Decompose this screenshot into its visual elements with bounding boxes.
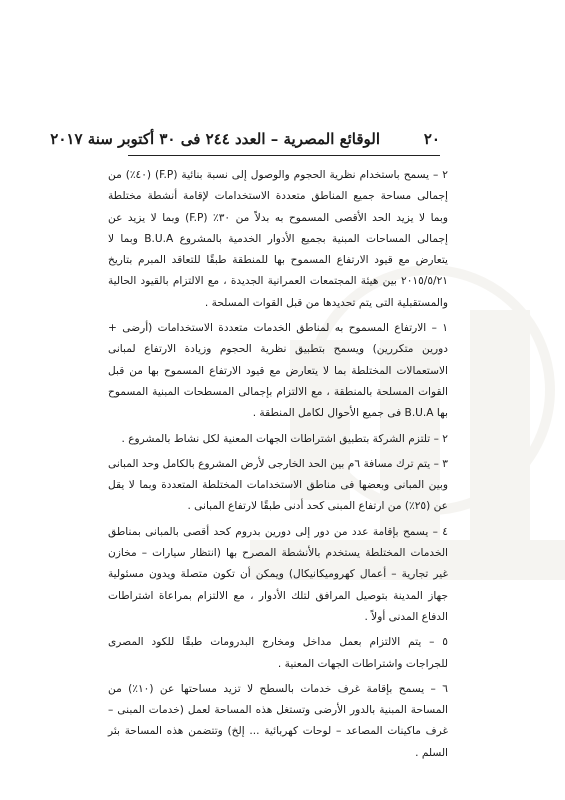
paragraph: ١ – الارتفاع المسموح به لمناطق الخدمات متعددة الاستخدامات (أرضى + دورين متكررين) ويسمح بتطبيق نظرية الحجوم وزيادة الارتفاع لمبانى الاستعمالات المختلطة بما لا يتعارض مع قيود الارتفاع المسموح بها من قبل القوات المسلحة بالمنطقة ، مع الالتزام بإجمالى المسطحات المبنية المسموح بها B.U.A فى جميع الأحوال لكامل المنطقة . xyxy=(108,322,448,420)
page-number: ٢٠ xyxy=(423,130,440,148)
page-header xyxy=(50,130,440,154)
header-divider xyxy=(128,155,440,156)
paragraph: ٦ – يسمح بإقامة غرف خدمات بالسطح لا تزيد مساحتها عن (١٠٪) من المساحة المبنية بالدور الأرضى وتستغل هذه المساحة لعمل (خدمات المبنى – غرف ماكينات المصاعد – لوحات كهربائية ... إلخ) وتتضمن هذه المساحة بئر السلم . xyxy=(108,682,448,759)
paragraph: ٣ – يتم ترك مسافة ٦م بين الحد الخارجى لأرض المشروع بالكامل وحد المبانى وبين المبانى وبعضها فى مناطق الاستخدامات المختلطة المتعددة وبما لا يقل عن (٢٥٪) من ارتفاع المبنى كحد أدنى طبقًا لارتفاع المبانى . xyxy=(108,457,448,513)
paragraph: ٤ – يسمح بإقامة عدد من دور إلى دورين بدروم كحد أقصى بالمبانى بمناطق الخدمات المختلطة يستخدم بالأنشطة المصرح بها (انتظار سيارات – مخازن غير تجارية – أعمال كهروميكانيكال) ويمكن أن تكون متصلة ويدون مسئولية جهاز المدينة بتوصيل المرافق لتلك الأدوار ، مع الالتزام بمراعاة اشتراطات الدفاع المدنى أولاً . xyxy=(108,525,448,623)
gazette-title: الوقائع المصرية – العدد ٢٤٤ فى ٣٠ أكتوبر سنة ٢٠١٧ xyxy=(50,130,380,148)
paragraph: ٢ – تلتزم الشركة بتطبيق اشتراطات الجهات المعنية لكل نشاط بالمشروع . xyxy=(121,432,448,445)
document-body xyxy=(108,165,448,764)
paragraph: ٥ – يتم الالتزام بعمل مداخل ومخارج البدرومات طبقًا للكود المصرى للجراجات واشتراطات الجهات المعنية . xyxy=(108,636,448,670)
paragraph: ٢ – يسمح باستخدام نظرية الحجوم والوصول إلى نسبة بنائية (F.P) (٤٠٪) من إجمالى مساحة جميع المناطق متعددة الاستخدامات لإقامة أنشطة مختلطة وبما لا يزيد الحد الأقصى المسموح به بدلاً من ٣٠٪ (F.P) وبما لا يزيد عن إجمالى المساحات المبنية بجميع الأدوار الخدمية بالمشروع B.U.A وبما لا يتعارض مع قيود الارتفاع المسموح بها للمنطقة طبقًا للتعاقد المبرم بتاريخ ٢٠١٥/٥/٢١ بين هيئة المجتمعات العمرانية الجديدة ، مع الالتزام بالقيود الحالية والمستقبلية التى يتم تحديدها من قبل القوات المسلحة . xyxy=(108,169,448,309)
